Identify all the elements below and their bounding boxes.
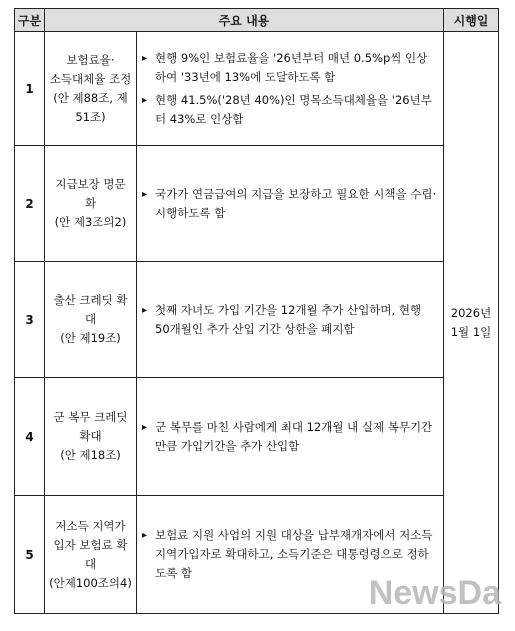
table-row — [15, 262, 499, 378]
newsda-watermark: NewsDa — [368, 574, 501, 612]
section-line: (안 제88조, 제 — [53, 90, 128, 105]
effective-date: 2026년 1월 1일 — [444, 32, 499, 614]
section-title — [45, 496, 137, 614]
section-title — [45, 146, 137, 262]
section-line: 저소득 지역가 — [55, 518, 126, 533]
section-line: (안 제19조) — [60, 331, 121, 345]
content-cell — [137, 378, 444, 496]
reform-table — [14, 8, 499, 614]
section-title — [45, 32, 137, 146]
section-line: 화 — [84, 196, 97, 210]
content-item: ▸ 군 복무를 마친 사람에게 최대 12개월 내 실제 복무기간만큼 가입기간을 추가 산입함 — [141, 418, 437, 456]
section-line: 대 — [84, 556, 97, 571]
header-no: 구분 — [15, 9, 45, 32]
section-line: 입자 보험료 확 — [53, 537, 128, 552]
section-line: 51조) — [75, 109, 106, 124]
content-item: ▸ 보험료 지원 사업의 지원 대상을 납부재개자에서 저소득 지역가입자로 확대하고, 소득기준은 대통령령으로 정하도록 함 — [141, 526, 437, 583]
section-line: 지급보장 명문 — [55, 177, 126, 191]
header-effective-date: 시행일 — [444, 9, 499, 32]
header-row — [15, 9, 499, 32]
table-row — [15, 32, 499, 146]
section-line: 확대 — [79, 429, 102, 443]
row-number: 1 — [15, 32, 45, 146]
row-number: 2 — [15, 146, 45, 262]
content-cell — [137, 146, 444, 262]
section-line: (안제100조의4) — [49, 575, 132, 590]
content-item: ▸ 현행 9%인 보험료율을 '26년부터 매년 0.5%p씩 인상하여 '33년에 13%에 도달하도록 함 — [141, 49, 437, 87]
section-line: 출산 크레딧 확 — [53, 293, 128, 307]
content-cell — [137, 32, 444, 146]
section-line: 소득대체율 조정 — [49, 71, 132, 86]
row-number: 5 — [15, 496, 45, 614]
section-line: 보험료율· — [66, 52, 115, 67]
table-row — [15, 146, 499, 262]
section-title — [45, 262, 137, 378]
content-cell — [137, 262, 444, 378]
section-title — [45, 378, 137, 496]
table-row — [15, 378, 499, 496]
section-line: (안 제18조) — [60, 448, 121, 462]
row-number: 4 — [15, 378, 45, 496]
section-line: 대 — [84, 312, 97, 326]
header-content: 주요 내용 — [45, 9, 444, 32]
section-line: 군 복무 크레딧 — [53, 410, 128, 424]
row-number: 3 — [15, 262, 45, 378]
section-line: (안 제3조의2) — [54, 215, 127, 229]
content-item: ▸ 국가가 연금급여의 지급을 보장하고 필요한 시책을 수립·시행하도록 함 — [141, 185, 437, 223]
content-item: ▸ 첫째 자녀도 가입 기간을 12개월 추가 산입하며, 현행 50개월인 추가 산입 기간 상한을 폐지함 — [141, 301, 437, 339]
content-item: ▸ 현행 41.5%('28년 40%)인 명목소득대체율을 '26년부터 43%로 인상함 — [141, 91, 437, 129]
